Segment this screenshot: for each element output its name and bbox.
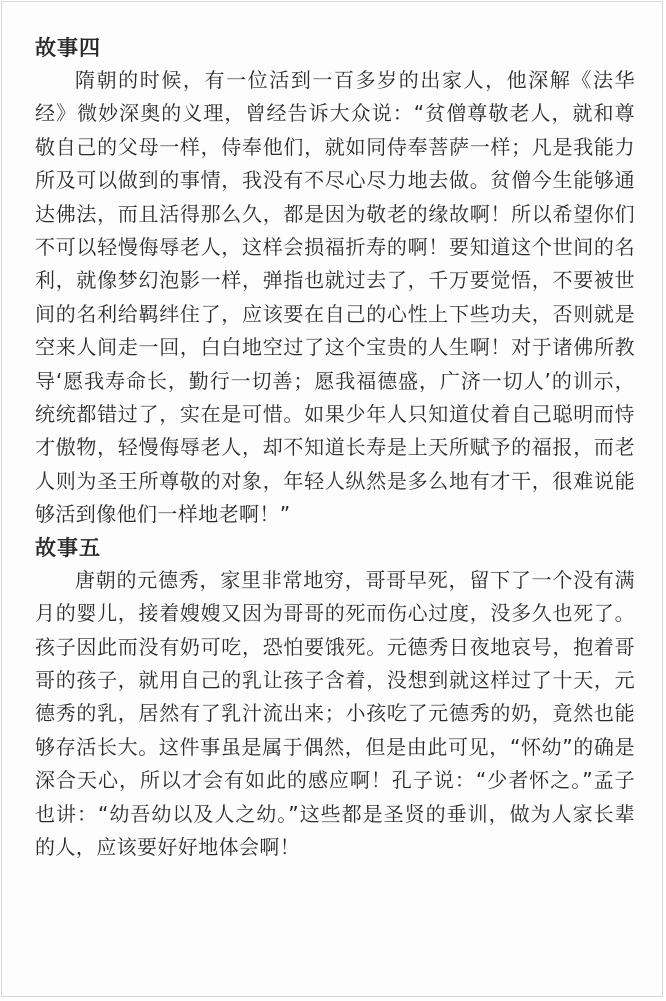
- story-5-paragraph: 唐朝的元德秀，家里非常地穷，哥哥早死，留下了一个没有满月的婴儿，接着嫂嫂又因为哥哥的死而伤心过度，没多久也死了。孩子因此而没有奶可吃，恐怕要饿死。元德秀日夜地哀号，抱着哥哥的孩子，就用自己的乳让孩子含着，没想到就这样过了十天，元德秀的乳，居然有了乳汁流出来；小孩吃了元德秀的奶，竟然也能够存活长大。这件事虽是属于偶然，但是由此可见，“怀幼”的确是深合天心，所以才会有如此的感应啊！孔子说：“少者怀之。”孟子也讲：“幼吾幼以及人之幼。”这些都是圣贤的垂训，做为人家长辈的人，应该要好好地体会啊！: [35, 567, 635, 859]
- story-4-paragraph: 隋朝的时候，有一位活到一百多岁的出家人，他深解《法华经》微妙深奥的义理，曾经告诉大众说：“贫僧尊敬老人，就和尊敬自己的父母一样，侍奉他们，就如同侍奉菩萨一样；凡是我能力所及可以做到的事情，我没有不尽心尽力地去做。贫僧今生能够通达佛法，而且活得那么久，都是因为敬老的缘故啊！所以希望你们不可以轻慢侮辱老人，这样会损福折寿的啊！要知道这个世间的名利，就像梦幻泡影一样，弹指也就过去了，千万要觉悟，不要被世间的名利给羁绊住了，应该要在自己的心性上下些功夫，否则就是空来人间走一回，白白地空过了这个宝贵的人生啊！对于诸佛所教导‘愿我寿命长，勤行一切善；愿我福德盛，广济一切人’的训示，统统都错过了，实在是可惜。如果少年人只知道仗着自己聪明而恃才傲物，轻慢侮辱老人，却不知道长寿是上天所赋予的福报，而老人则为圣王所尊敬的对象，年轻人纵然是多么地有才干，很难说能够活到像他们一样地老啊！”: [35, 68, 635, 527]
- document-content: [35, 32, 635, 864]
- story-4-heading: 故事四: [35, 36, 101, 60]
- story-5-heading: 故事五: [35, 535, 101, 560]
- document-page: [1, 1, 663, 997]
